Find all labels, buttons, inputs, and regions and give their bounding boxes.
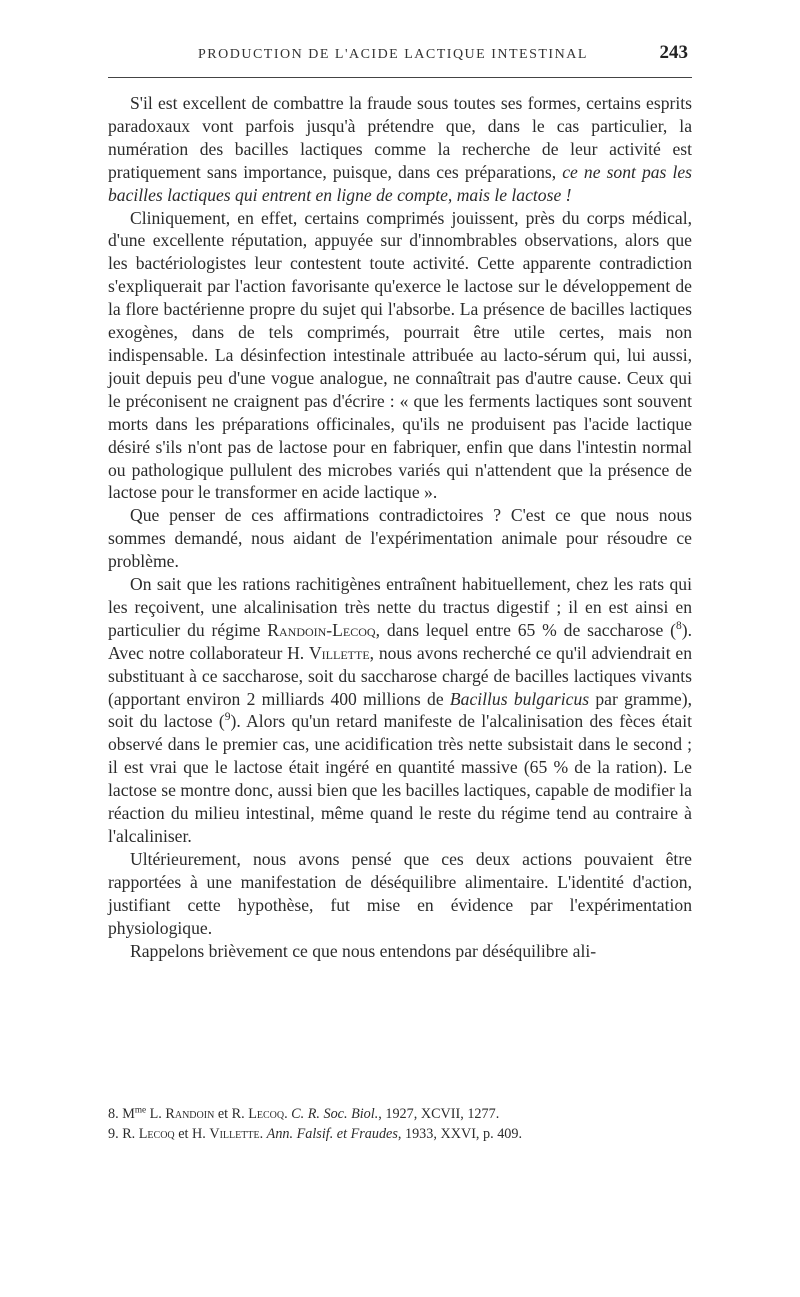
paragraph [108, 92, 692, 207]
text-run: Cliniquement, en effet, certains comprimés jouissent, près du corps médical, d'une excellente réputation, appuyée sur d'innombrables observations, alors que les bactériologistes leur contestent toute activité. Cette apparente contradiction s'expliquerait par l'action favorisante qu'exerce le lactose sur le développement de la flore bactérienne propre du sujet qui l'absorbe. La présence de bacilles lactiques exogènes, dans de tels comprimés, pourrait être utile certes, mais non indispensable. La désinfection intestinale attribuée au lacto-sérum qui, lui aussi, jouit depuis peu d'une vogue analogue, ne connaîtrait pas d'autre cause. Ceux qui le préconisent ne craignent pas d'écrire : « que les ferments lactiques sont souvent morts dans les préparations officinales, qu'ils ne produisent pas l'acide lactique désiré s'ils n'ont pas de lactose pour en fabriquer, enfin que dans l'intestin normal ou pathologique pullulent des microbes variés qui n'attendent que la présence de lactose pour le transformer en acide lactique ». [108, 207, 692, 503]
author-name: Randoin-Lecoq [267, 619, 376, 640]
paragraph [108, 940, 692, 963]
text-run: ). Alors qu'un retard manifeste de l'alcalinisation des fèces était observé dans le premier cas, une acidification très nette subsistait dans le second ; il est vrai que le lactose était ingéré en quantité massive (65 % de la ration). Le lactose se montre donc, aussi bien que les bacilles lactiques, capable de modifier la réaction du milieu intestinal, même quand le reste du régime tend au contraire à l'alcaliniser. [108, 711, 692, 846]
text-run: Ultérieurement, nous avons pensé que ces deux actions pouvaient être rapportées à une manifestation de déséquilibre alimentaire. L'identité d'action, justifiant cette hypothèse, fut mise en évidence par l'expérimentation physiologique. [108, 848, 692, 938]
reference-number: me [134, 1104, 147, 1115]
italic-text: Bacillus bulgaricus [449, 688, 590, 709]
text-run: On sait que les rations rachitigènes entraînent habituellement, chez les rats qui les reçoivent, une alcalinisation très nette du tractus digestif ; il en est ainsi en particulier du régime [108, 574, 692, 640]
running-title: PRODUCTION DE L'ACIDE LACTIQUE INTESTINAL [198, 47, 588, 62]
paragraph [108, 504, 692, 573]
text-run: 9. R. [108, 1126, 139, 1142]
author-name: Villette [308, 642, 370, 663]
text-run: , 1927, XCVII, 1277. [378, 1106, 500, 1122]
text-run: par gramme), soit du lactose ( [108, 688, 692, 732]
reference-number: 8 [676, 619, 682, 632]
text-run: . [284, 1106, 292, 1122]
footnotes [108, 1104, 692, 1144]
italic-text: C. R. Soc. Biol. [291, 1106, 379, 1122]
text-run: Que penser de ces affirmations contradictoires ? C'est ce que nous nous sommes demandé, nous aidant de l'expérimentation animale pour résoudre ce problème. [108, 505, 692, 572]
text-run: 8. M [108, 1106, 135, 1122]
author-name: Randoin [165, 1106, 215, 1122]
text-run: , dans lequel entre 65 % de saccharose ( [375, 619, 677, 640]
page-number: 243 [659, 42, 688, 63]
paragraph [108, 848, 692, 940]
paragraph [108, 207, 692, 505]
italic-text: Ann. Falsif. et Fraudes [266, 1126, 398, 1142]
page-header [108, 42, 692, 76]
footnote [108, 1124, 692, 1144]
footnote [108, 1104, 692, 1124]
paragraph [108, 573, 692, 848]
text-run: , nous avons recherché ce qu'il adviendrait en substituant à ce saccharose, soit du saccharose chargé de bacilles lactiques vivants (apportant environ 2 milliards 400 millions de [108, 642, 692, 709]
body-text [108, 92, 692, 962]
author-name: Villette [209, 1126, 260, 1142]
header-rule [108, 77, 692, 78]
text-run: , 1933, XXVI, p. 409. [397, 1126, 523, 1142]
text-run: . [259, 1126, 267, 1142]
author-name: Lecoq [138, 1126, 175, 1142]
text-run: S'il est excellent de combattre la fraude sous toutes ses formes, certains esprits paradoxaux vont parfois jusqu'à prétendre que, dans le cas particulier, la numération des bacilles lactiques comme la recherche de leur activité est pratiquement sans importance, puisque, dans ces préparations, [108, 93, 692, 182]
italic-text: ce ne sont pas les bacilles lactiques qui entrent en ligne de compte, mais le lactose ! [108, 161, 692, 205]
text-run: et H. [174, 1126, 210, 1142]
text-run: et R. [214, 1106, 249, 1122]
text-run: ). Avec notre collaborateur H. [108, 619, 692, 663]
reference-number: 9 [224, 711, 231, 724]
author-name: Lecoq [248, 1106, 285, 1122]
text-run: L. [146, 1106, 166, 1122]
text-run: Rappelons brièvement ce que nous entendons par déséquilibre ali- [130, 940, 597, 961]
